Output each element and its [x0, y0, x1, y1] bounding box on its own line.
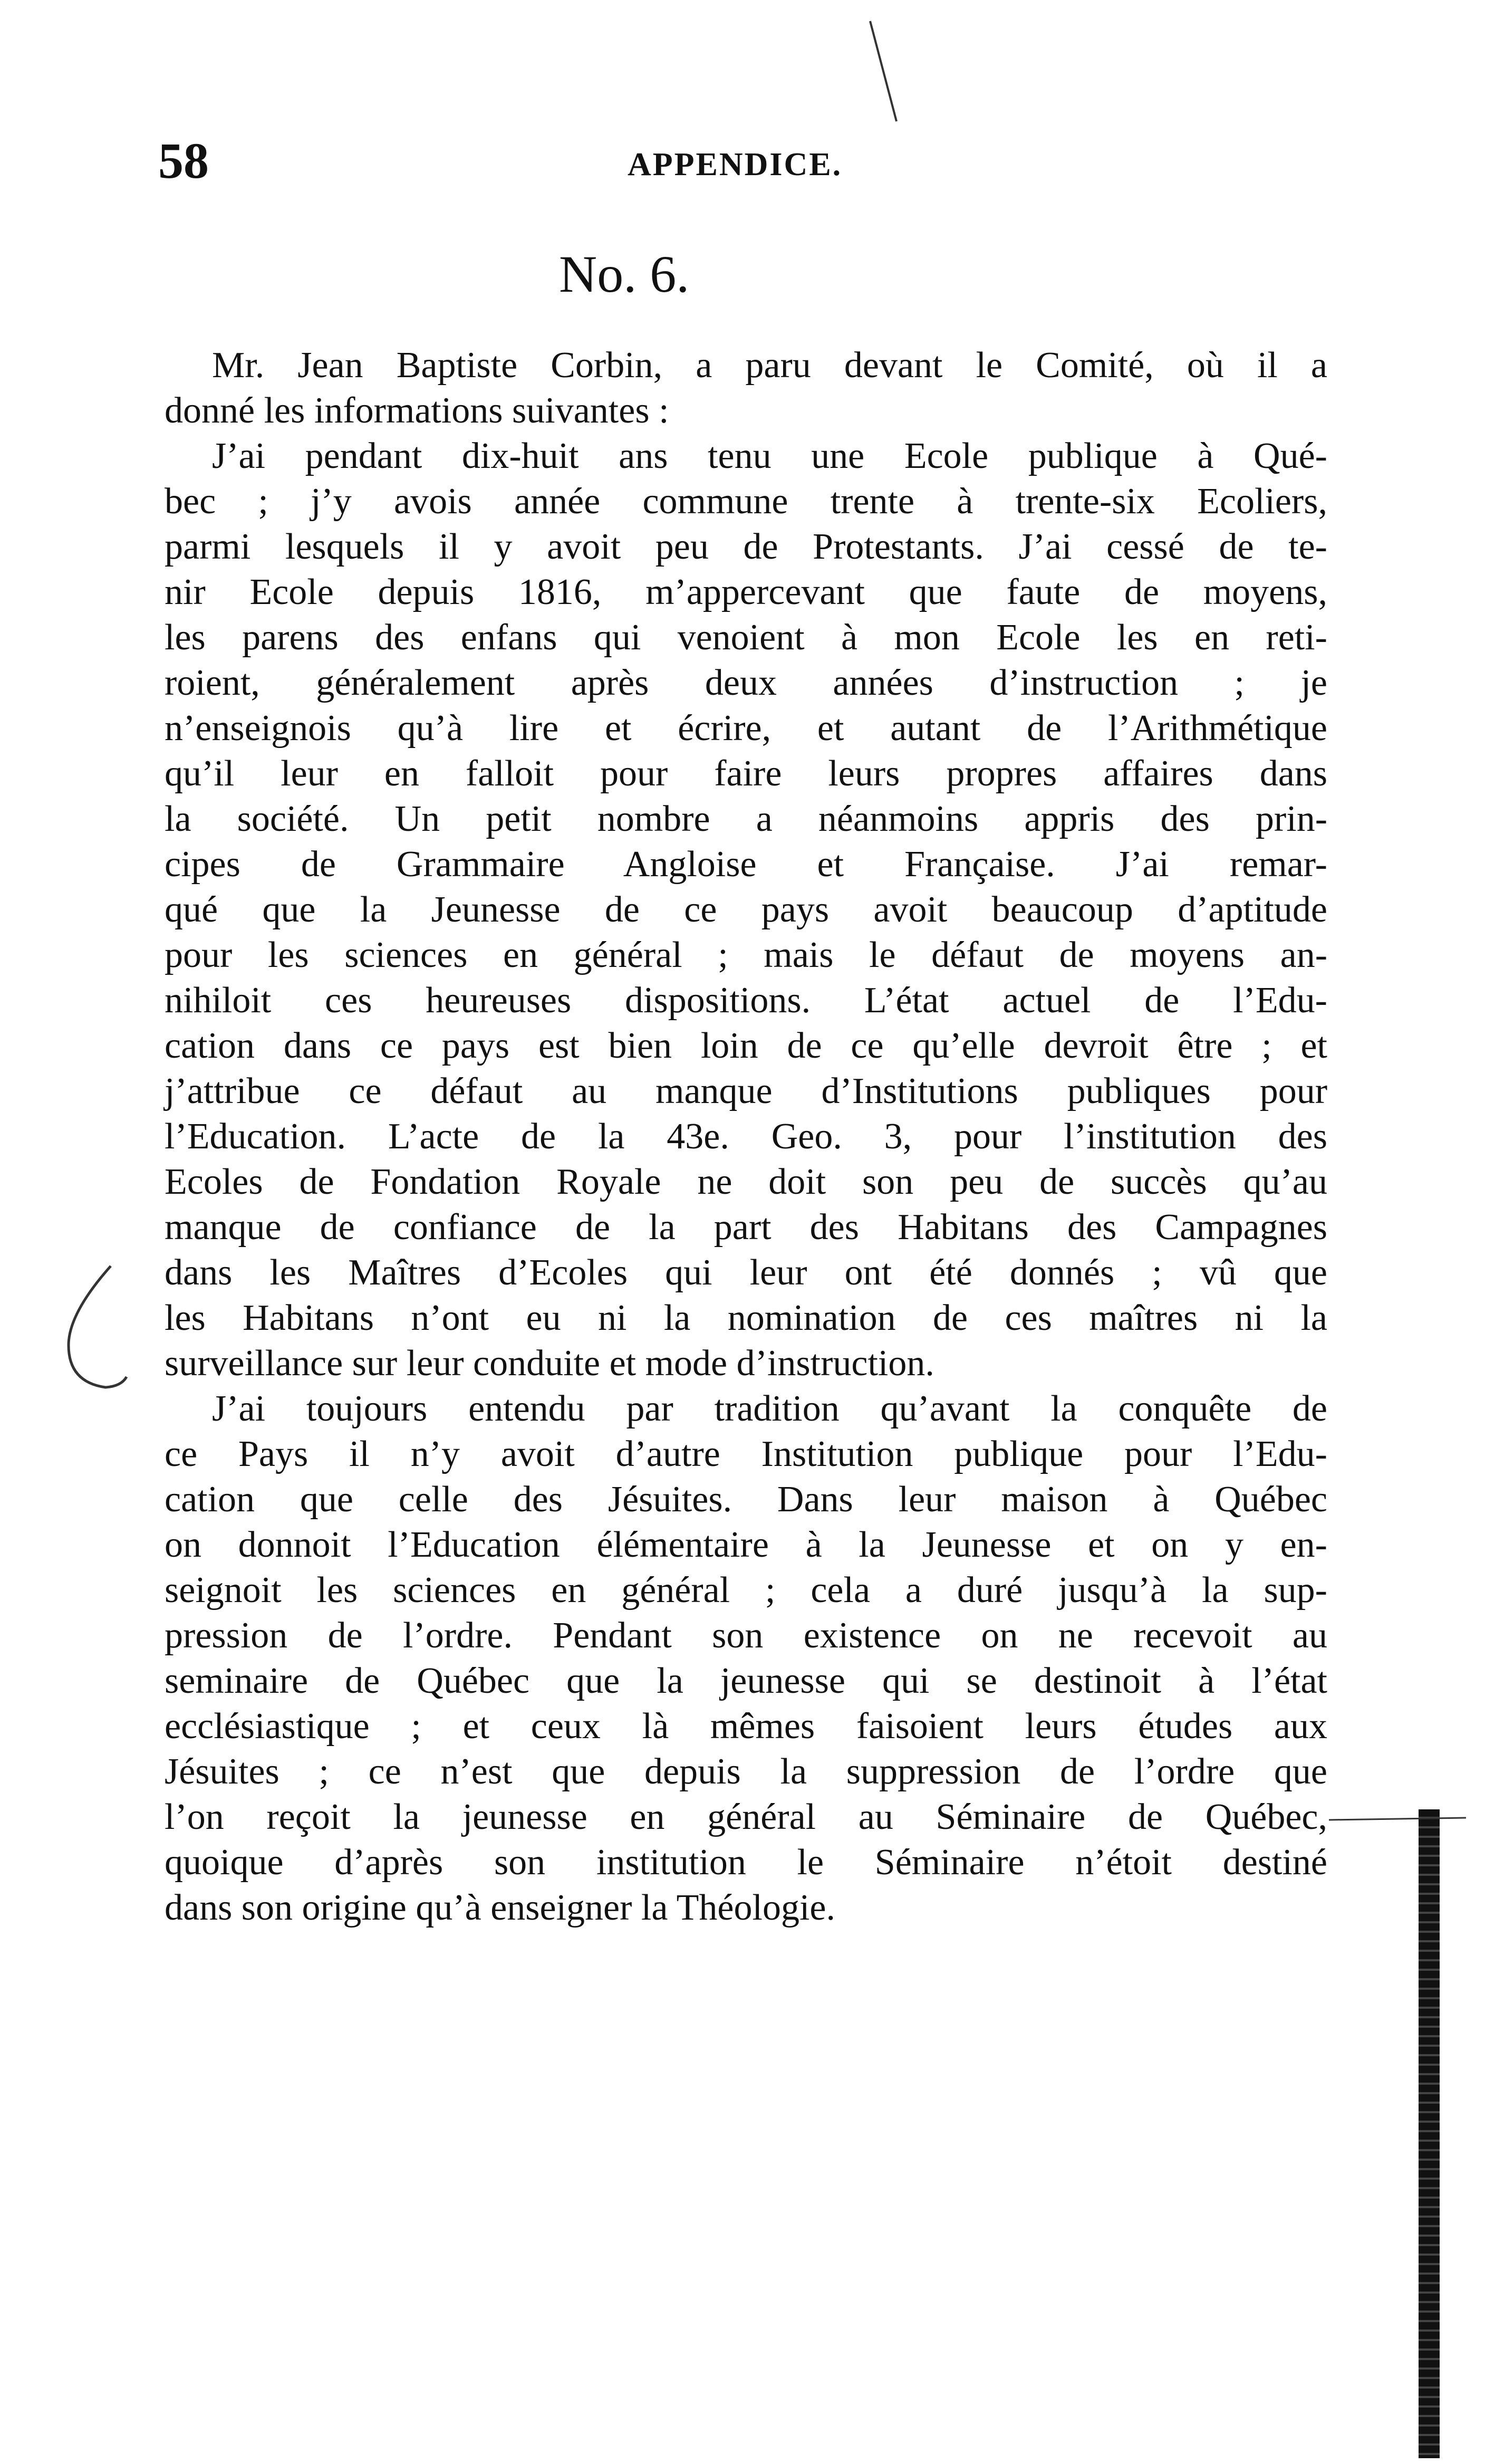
binding-edge	[1419, 1809, 1440, 2458]
text-line: donné les informations suivantes :	[165, 390, 669, 431]
text-line: ce Pays il n’y avoit d’autre Institution publique pour l’Edu-	[165, 1434, 1327, 1474]
text-line: l’on reçoit la jeunesse en général au Séminaire de Québec,	[165, 1797, 1327, 1837]
text-line: manque de confiance de la part des Habitans des Campagnes	[165, 1207, 1327, 1248]
text-line: cation que celle des Jésuites. Dans leur maison à Québec	[165, 1479, 1327, 1520]
page-header	[158, 132, 1318, 190]
text-line: n’enseignois qu’à lire et écrire, et autant de l’Arithmétique	[165, 708, 1327, 749]
scan-stroke-mark	[865, 16, 907, 132]
text-line: qu’il leur en falloit pour faire leurs propres affaires dans	[165, 753, 1327, 794]
section-title: No. 6.	[559, 245, 690, 303]
text-line: la société. Un petit nombre a néanmoins appris des prin-	[165, 799, 1327, 839]
text-line: surveillance sur leur conduite et mode d’instruction.	[165, 1343, 934, 1384]
text-line: cipes de Grammaire Angloise et Française. J’ai remar-	[165, 844, 1327, 885]
text-line: bec ; j’y avois année commune trente à trente-six Ecoliers,	[165, 481, 1327, 522]
text-line: J’ai pendant dix-huit ans tenu une Ecole publique à Qué-	[212, 436, 1327, 476]
text-line: quoique d’après son institution le Séminaire n’étoit destiné	[165, 1842, 1327, 1883]
text-line: roient, généralement après deux années d’instruction ; je	[165, 663, 1327, 703]
text-line: j’attribue ce défaut au manque d’Institutions publiques pour	[165, 1071, 1327, 1111]
paragraph-1	[165, 343, 1327, 434]
text-line: qué que la Jeunesse de ce pays avoit beaucoup d’aptitude	[165, 889, 1327, 930]
paragraph-3	[165, 1386, 1327, 1931]
text-line: dans les Maîtres d’Ecoles qui leur ont été donnés ; vû que	[165, 1252, 1327, 1293]
binding-line	[1329, 1815, 1466, 1825]
text-line: parmi lesquels il y avoit peu de Protestants. J’ai cessé de te-	[165, 526, 1327, 567]
text-line: Ecoles de Fondation Royale ne doit son peu de succès qu’au	[165, 1162, 1327, 1202]
text-line: on donnoit l’Education élémentaire à la Jeunesse et on y en-	[165, 1525, 1327, 1565]
text-line: seminaire de Québec que la jeunesse qui se destinoit à l’état	[165, 1661, 1327, 1701]
paragraph-2	[165, 434, 1327, 1386]
running-head: APPENDICE.	[628, 147, 843, 183]
body-text	[165, 343, 1327, 1931]
text-line: dans son origine qu’à enseigner la Théologie.	[165, 1887, 835, 1928]
text-line: seignoit les sciences en général ; cela a duré jusqu’à la sup-	[165, 1570, 1327, 1610]
text-line: ecclésiastique ; et ceux là mêmes faisoient leurs études aux	[165, 1706, 1327, 1747]
text-line: Mr. Jean Baptiste Corbin, a paru devant le Comité, où il a	[212, 345, 1327, 386]
text-line: l’Education. L’acte de la 43e. Geo. 3, pour l’institution des	[165, 1116, 1327, 1157]
text-line: les Habitans n’ont eu ni la nomination de ces maîtres ni la	[165, 1298, 1327, 1338]
text-line: Jésuites ; ce n’est que depuis la suppression de l’ordre que	[165, 1751, 1327, 1792]
text-line: cation dans ce pays est bien loin de ce qu’elle devroit être ; et	[165, 1025, 1327, 1066]
text-line: pression de l’ordre. Pendant son existence on ne recevoit au	[165, 1615, 1327, 1656]
text-line: nihiloit ces heureuses dispositions. L’état actuel de l’Edu-	[165, 980, 1327, 1021]
text-line: J’ai toujours entendu par tradition qu’avant la conquête de	[212, 1388, 1327, 1429]
page-number: 58	[158, 132, 209, 189]
margin-bracket-mark	[47, 1255, 132, 1403]
text-line: pour les sciences en général ; mais le défaut de moyens an-	[165, 935, 1327, 975]
text-line: les parens des enfans qui venoient à mon Ecole les en reti-	[165, 617, 1327, 658]
text-line: nir Ecole depuis 1816, m’appercevant que faute de moyens,	[165, 572, 1327, 612]
